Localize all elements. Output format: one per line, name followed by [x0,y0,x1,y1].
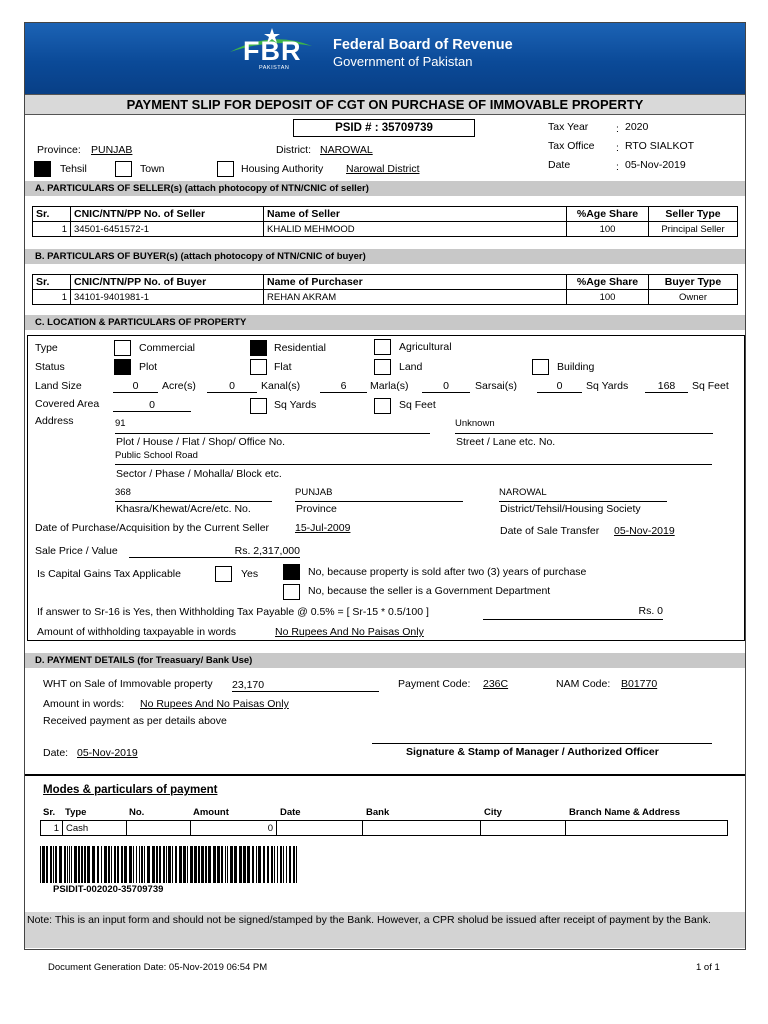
kanal-value: 0 [207,380,257,393]
amount-words-value: No Rupees And No Paisas Only [275,626,424,638]
sale-price-label: Sale Price / Value [35,545,118,557]
residential-label: Residential [274,342,326,354]
tax-office-label: Tax Office [548,140,595,152]
area-value: Narowal District [346,163,420,175]
modes-col-type: Type [65,807,87,818]
cell: 100 [567,222,649,237]
payment-wht-label: WHT on Sale of Immovable property [43,678,213,690]
modes-col-city: City [484,807,502,818]
col-header: Sr. [33,207,71,222]
section-c-header: C. LOCATION & PARTICULARS OF PROPERTY [25,315,745,330]
transfer-date-value: 05-Nov-2019 [614,525,675,537]
divider [25,774,745,776]
plot-no-value: 91 [115,418,430,434]
colon: : [616,161,619,173]
cell: REHAN AKRAM [264,290,567,305]
amount-words-label: Amount of withholding taxpayable in words [37,626,237,638]
acre-label: Acre(s) [162,380,196,392]
transfer-date-label: Date of Sale Transfer [500,525,600,537]
payment-date-value: 05-Nov-2019 [77,747,138,759]
fbr-logo-text: FBR [243,36,302,66]
cell [566,821,728,836]
nam-code-label: NAM Code: [556,678,611,690]
sale-price-value: Rs. 2,317,000 [129,545,300,558]
payment-words-value: No Rupees And No Paisas Only [140,698,289,710]
cgt-no-period-checkbox[interactable] [283,564,300,580]
col-header: CNIC/NTN/PP No. of Seller [71,207,264,222]
payment-code-label: Payment Code: [398,678,471,690]
cgt-no-gov-label: No, because the seller is a Government Department [308,585,551,597]
colon: : [616,123,619,135]
covered-sqft-label: Sq Feet [399,399,436,411]
col-header: %Age Share [567,275,649,290]
cell: 34501-6451572-1 [71,222,264,237]
modes-table [40,820,728,836]
covered-area-label: Covered Area [35,398,100,410]
wht-value: Rs. 0 [483,605,663,620]
status-label: Status [35,361,65,373]
purchase-date-label: Date of Purchase/Acquisition by the Current Seller [35,522,270,534]
col-header: Seller Type [649,207,738,222]
payment-date-label: Date: [43,747,69,759]
section-a-header: A. PARTICULARS OF SELLER(s) (attach photocopy of NTN/CNIC of seller) [25,181,745,196]
modes-col-no: No. [129,807,145,818]
cgt-no-period-label: No, because property is sold after two (3) years of purchase [308,566,587,578]
payment-code-value: 236C [483,678,509,690]
land-checkbox[interactable] [374,359,391,375]
cgt-yes-label: Yes [241,568,259,580]
cell: 34101-9401981-1 [71,290,264,305]
housing-checkbox[interactable] [217,161,234,177]
tax-year-label: Tax Year [548,121,589,133]
nam-code-value: B01770 [621,678,658,690]
table-row [41,821,728,836]
tax-office-value: RTO SIALKOT [625,140,695,152]
cell: Cash [63,821,127,836]
street-label: Street / Lane etc. No. [456,436,556,448]
agricultural-checkbox[interactable] [374,339,391,355]
modes-col-date: Date [280,807,301,818]
cell: 1 [33,290,71,305]
flat-checkbox[interactable] [250,359,267,375]
col-header: Sr. [33,275,71,290]
cell: Principal Seller [649,222,738,237]
marla-value: 6 [320,380,367,393]
cell: KHALID MEHMOOD [264,222,567,237]
cell: 1 [33,222,71,237]
buyer-table [32,274,738,305]
date-value: 05-Nov-2019 [625,159,686,171]
modes-col-sr: Sr. [43,807,56,818]
khasra-value: 368 [115,487,272,502]
col-header: CNIC/NTN/PP No. of Buyer [71,275,264,290]
modes-col-branch: Branch Name & Address [569,807,681,818]
table-header-row [33,275,738,290]
district-addr-value: NAROWAL [499,487,667,502]
plot-no-label: Plot / House / Flat / Shop/ Office No. [116,436,286,448]
col-header: %Age Share [567,207,649,222]
cgt-no-gov-checkbox[interactable] [283,584,300,600]
cell: 0 [191,821,277,836]
modes-col-bank: Bank [366,807,390,818]
colon: : [616,142,619,154]
modes-title: Modes & particulars of payment [43,784,218,796]
type-label: Type [35,342,58,354]
barcode-text: PSIDIT-002020-35709739 [53,884,164,895]
town-checkbox[interactable] [115,161,132,177]
province-label: Province: [37,144,81,156]
received-text: Received payment as per details above [43,715,227,727]
tax-year-value: 2020 [625,121,649,133]
purchase-date-value: 15-Jul-2009 [295,522,351,534]
psid-box: PSID # : 35709739 [293,119,475,137]
col-header: Name of Seller [264,207,567,222]
street-value: Unknown [455,418,713,434]
sector-label: Sector / Phase / Mohalla/ Block etc. [116,468,282,480]
fbr-logo-subtext: PAKISTAN [259,65,290,71]
page-title: PAYMENT SLIP FOR DEPOSIT OF CGT ON PURCHASE OF IMMOVABLE PROPERTY [25,94,745,115]
col-header: Buyer Type [649,275,738,290]
building-checkbox[interactable] [532,359,549,375]
flat-label: Flat [274,361,292,373]
land-size-label: Land Size [35,380,82,392]
land-label: Land [399,361,423,373]
table-row [33,222,738,237]
payment-words-label: Amount in words: [43,698,125,710]
plot-checkbox[interactable] [114,359,131,375]
section-b-header: B. PARTICULARS OF BUYER(s) (attach photocopy of NTN/CNIC of buyer) [25,249,745,264]
sarsai-value: 0 [422,380,470,393]
covered-sqyd-checkbox[interactable] [250,398,267,414]
tehsil-label: Tehsil [60,163,87,175]
kanal-label: Kanal(s) [261,380,301,392]
district-value: NAROWAL [320,144,373,156]
table-header-row [33,207,738,222]
housing-label: Housing Authority [241,163,324,175]
sqft-value: 168 [645,380,688,393]
agricultural-label: Agricultural [399,341,452,353]
signature-line [372,743,712,744]
page-number: 1 of 1 [696,962,720,973]
province-addr-value: PUNJAB [295,487,463,502]
sqyd-label: Sq Yards [586,380,629,392]
date-label: Date [548,159,571,171]
sarsai-label: Sarsai(s) [475,380,518,392]
covered-area-value: 0 [113,399,191,412]
district-addr-label: District/Tehsil/Housing Society [500,503,641,515]
table-row [33,290,738,305]
cell [277,821,363,836]
commercial-checkbox[interactable] [114,340,131,356]
cell [127,821,191,836]
col-header: Name of Purchaser [264,275,567,290]
cell: 1 [41,821,63,836]
org-name: Federal Board of Revenue [333,37,513,53]
address-label: Address [35,415,74,427]
covered-sqyd-label: Sq Yards [274,399,317,411]
gov-name: Government of Pakistan [333,54,473,69]
modes-col-amount: Amount [193,807,229,818]
note-text: Note: This is an input form and should not be signed/stamped by the Bank. However, a CPR sholud be issued after receipt of payment by the Bank. [25,912,745,948]
sector-value: Public School Road [115,450,712,465]
seller-table [32,206,738,237]
sqyd-value: 0 [537,380,582,393]
covered-sqft-checkbox[interactable] [374,398,391,414]
cgt-label: Is Capital Gains Tax Applicable [37,568,181,580]
province-value: PUNJAB [91,144,133,156]
cgt-yes-checkbox[interactable] [215,566,232,582]
district-label: District: [276,144,311,156]
marla-label: Marla(s) [370,380,409,392]
plot-label: Plot [139,361,158,373]
payment-wht-value: 23,170 [232,679,379,692]
wht-formula: If answer to Sr-16 is Yes, then Withholding Tax Payable @ 0.5% = [ Sr-15 * 0.5/100 ] [37,606,429,618]
residential-checkbox[interactable] [250,340,267,356]
building-label: Building [557,361,595,373]
commercial-label: Commercial [139,342,196,354]
town-label: Town [140,163,165,175]
cell: 100 [567,290,649,305]
barcode-icon [40,846,300,883]
signature-label: Signature & Stamp of Manager / Authorized Officer [406,746,659,758]
cell [481,821,566,836]
generation-date: Document Generation Date: 05-Nov-2019 06:54 PM [48,962,268,973]
province-addr-label: Province [296,503,337,515]
khasra-label: Khasra/Khewat/Acre/etc. No. [116,503,251,515]
cell: Owner [649,290,738,305]
cell [363,821,481,836]
tehsil-checkbox[interactable] [34,161,51,177]
sqft-label: Sq Feet [692,380,729,392]
section-d-header: D. PAYMENT DETAILS (for Treasuary/ Bank Use) [25,653,745,668]
acre-value: 0 [113,380,158,393]
